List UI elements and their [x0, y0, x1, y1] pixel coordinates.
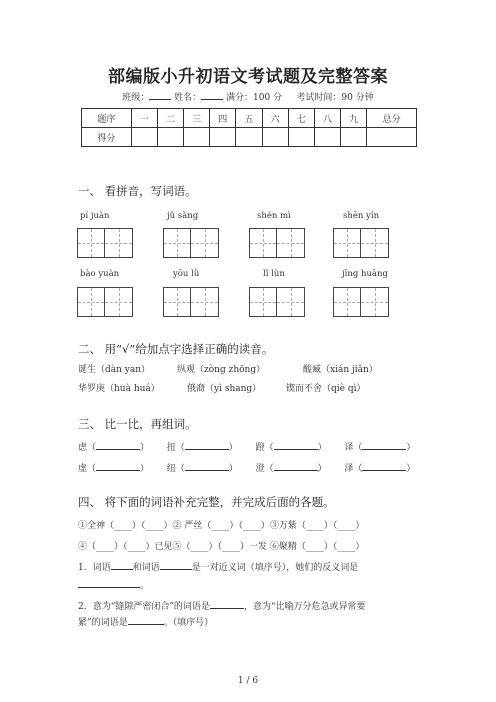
writing-grid[interactable] [77, 287, 133, 317]
answer-blank[interactable] [362, 440, 406, 450]
q2-text: 紧”的词语是 [78, 618, 128, 628]
score-input-cell[interactable] [131, 128, 157, 147]
reading-choice[interactable]: 诞生（dàn yan） [78, 365, 151, 375]
score-cell: 三 [184, 109, 210, 128]
writing-grid[interactable] [249, 287, 305, 317]
answer-blank[interactable] [160, 560, 192, 570]
score-input-cell[interactable] [236, 128, 262, 147]
answer-blank[interactable] [185, 440, 229, 450]
score-table-header-row [82, 109, 417, 128]
paren: ） [317, 464, 327, 474]
score-cell: 四 [210, 109, 236, 128]
score-cell: 二 [157, 109, 183, 128]
q1-text: 是一对近义词（填序号），她们的反义词是 [191, 563, 359, 573]
score-cell: 八 [314, 109, 340, 128]
section1-heading: 一、 看拼音，写词语。 [78, 184, 197, 198]
char-label: 虚（ [78, 464, 97, 474]
question-1 [78, 560, 358, 573]
pinyin: bào yuàn [80, 269, 120, 279]
score-table [81, 108, 417, 147]
word-group-row [78, 461, 415, 474]
score-input-cell[interactable] [210, 128, 236, 147]
char-label: 扭（ [166, 443, 185, 453]
score-cell: 九 [341, 109, 367, 128]
q2-text: ，意为“比喻万分危急或异常要 [243, 602, 366, 612]
pinyin: shén mì [257, 211, 291, 221]
score-input-cell[interactable] [262, 128, 288, 147]
score-cell: 题序 [82, 109, 132, 128]
word-group-row [78, 440, 415, 453]
score-input-cell[interactable] [184, 128, 210, 147]
paren: ） [140, 443, 150, 453]
name-blank [201, 90, 223, 100]
score-input-cell[interactable] [341, 128, 367, 147]
answer-blank[interactable] [362, 461, 406, 471]
class-label: 班级： [122, 93, 150, 103]
writing-grid[interactable] [333, 287, 389, 317]
score-input-cell[interactable] [367, 128, 417, 147]
paren: ） [140, 464, 150, 474]
exam-time: 考试时间：90 分钟 [296, 93, 374, 103]
answer-blank[interactable] [96, 461, 140, 471]
answer-blank[interactable] [96, 440, 140, 450]
char-label: 蹬（ [255, 443, 274, 453]
exam-info [0, 90, 496, 103]
answer-blank[interactable] [210, 599, 244, 609]
writing-grid[interactable] [163, 228, 219, 258]
score-cell: 一 [131, 109, 157, 128]
q1-text: 。 [140, 581, 150, 591]
answer-blank[interactable] [185, 461, 229, 471]
page-title: 部编版小升初语文考试题及完整答案 [108, 67, 388, 87]
pinyin: shēn yín [343, 211, 380, 221]
class-blank [149, 90, 171, 100]
score-table-score-row [82, 128, 417, 147]
score-input-cell[interactable] [288, 128, 314, 147]
q2-text: 。（填序号） [163, 618, 214, 628]
question-2 [78, 599, 366, 612]
score-label-cell: 得分 [82, 128, 132, 147]
score-cell: 总分 [367, 109, 417, 128]
full-score: 满分：100 分 [226, 93, 283, 103]
name-label: 姓名： [174, 93, 202, 103]
section2-heading: 二、 用“√”给加点字选择正确的读音。 [78, 342, 274, 356]
char-label: 澄（ [255, 464, 274, 474]
section4-heading: 四、 将下面的词语补充完整，并完成后面的各题。 [78, 495, 335, 509]
score-cell: 六 [262, 109, 288, 128]
idiom-line[interactable]: ④（____）（____）已见⑤（____）（____）一发 ⑥聚精（____）（____） [78, 542, 365, 552]
answer-blank[interactable] [274, 461, 318, 471]
reading-choice[interactable]: 酸臧（xián jiǎn） [303, 365, 378, 375]
idiom-line[interactable]: ①全神（____）（____）② 严丝（____）（____）③万紫（____）（____） [78, 521, 365, 531]
paren: ） [406, 464, 416, 474]
q1-text: 1．词语 [78, 563, 111, 573]
section3-heading: 三、 比一比，再组词。 [78, 417, 197, 431]
char-label: 虑（ [78, 443, 97, 453]
reading-choice[interactable]: 纵观（zòng zhōng） [177, 365, 266, 375]
reading-choice[interactable]: 华罗庚（huà huá） [78, 384, 160, 394]
pinyin: jǔ sàng [167, 211, 199, 221]
paren: ） [228, 443, 238, 453]
char-label: 泽（ [344, 464, 363, 474]
paren: ） [317, 443, 327, 453]
paren: ） [228, 464, 238, 474]
pinyin: jīng huāng [342, 269, 388, 279]
pinyin: yōu lǜ [173, 269, 200, 279]
question-2-cont [78, 615, 213, 628]
answer-blank[interactable] [111, 560, 133, 570]
score-cell: 七 [288, 109, 314, 128]
paren: ） [406, 443, 416, 453]
score-input-cell[interactable] [157, 128, 183, 147]
writing-grid[interactable] [333, 228, 389, 258]
answer-blank[interactable] [128, 615, 164, 625]
answer-blank[interactable] [78, 578, 140, 588]
pinyin: pí juàn [80, 211, 110, 221]
char-label: 译（ [344, 443, 363, 453]
page-number: 1 / 6 [237, 676, 259, 686]
writing-grid[interactable] [249, 228, 305, 258]
score-input-cell[interactable] [314, 128, 340, 147]
question-1-cont [78, 578, 149, 591]
writing-grid[interactable] [163, 287, 219, 317]
pinyin: lǐ lùn [263, 269, 285, 279]
reading-choice[interactable]: 锲而不舍（qiè qì） [286, 384, 366, 394]
char-label: 纽（ [166, 464, 185, 474]
writing-grid[interactable] [77, 228, 133, 258]
reading-choice[interactable]: 俄裔（yì shang） [187, 384, 262, 394]
q1-text: 和词语 [132, 563, 160, 573]
answer-blank[interactable] [274, 440, 318, 450]
score-cell: 五 [236, 109, 262, 128]
q2-text: 2．意为“缝隙严密闭合”的词语是 [78, 602, 210, 612]
